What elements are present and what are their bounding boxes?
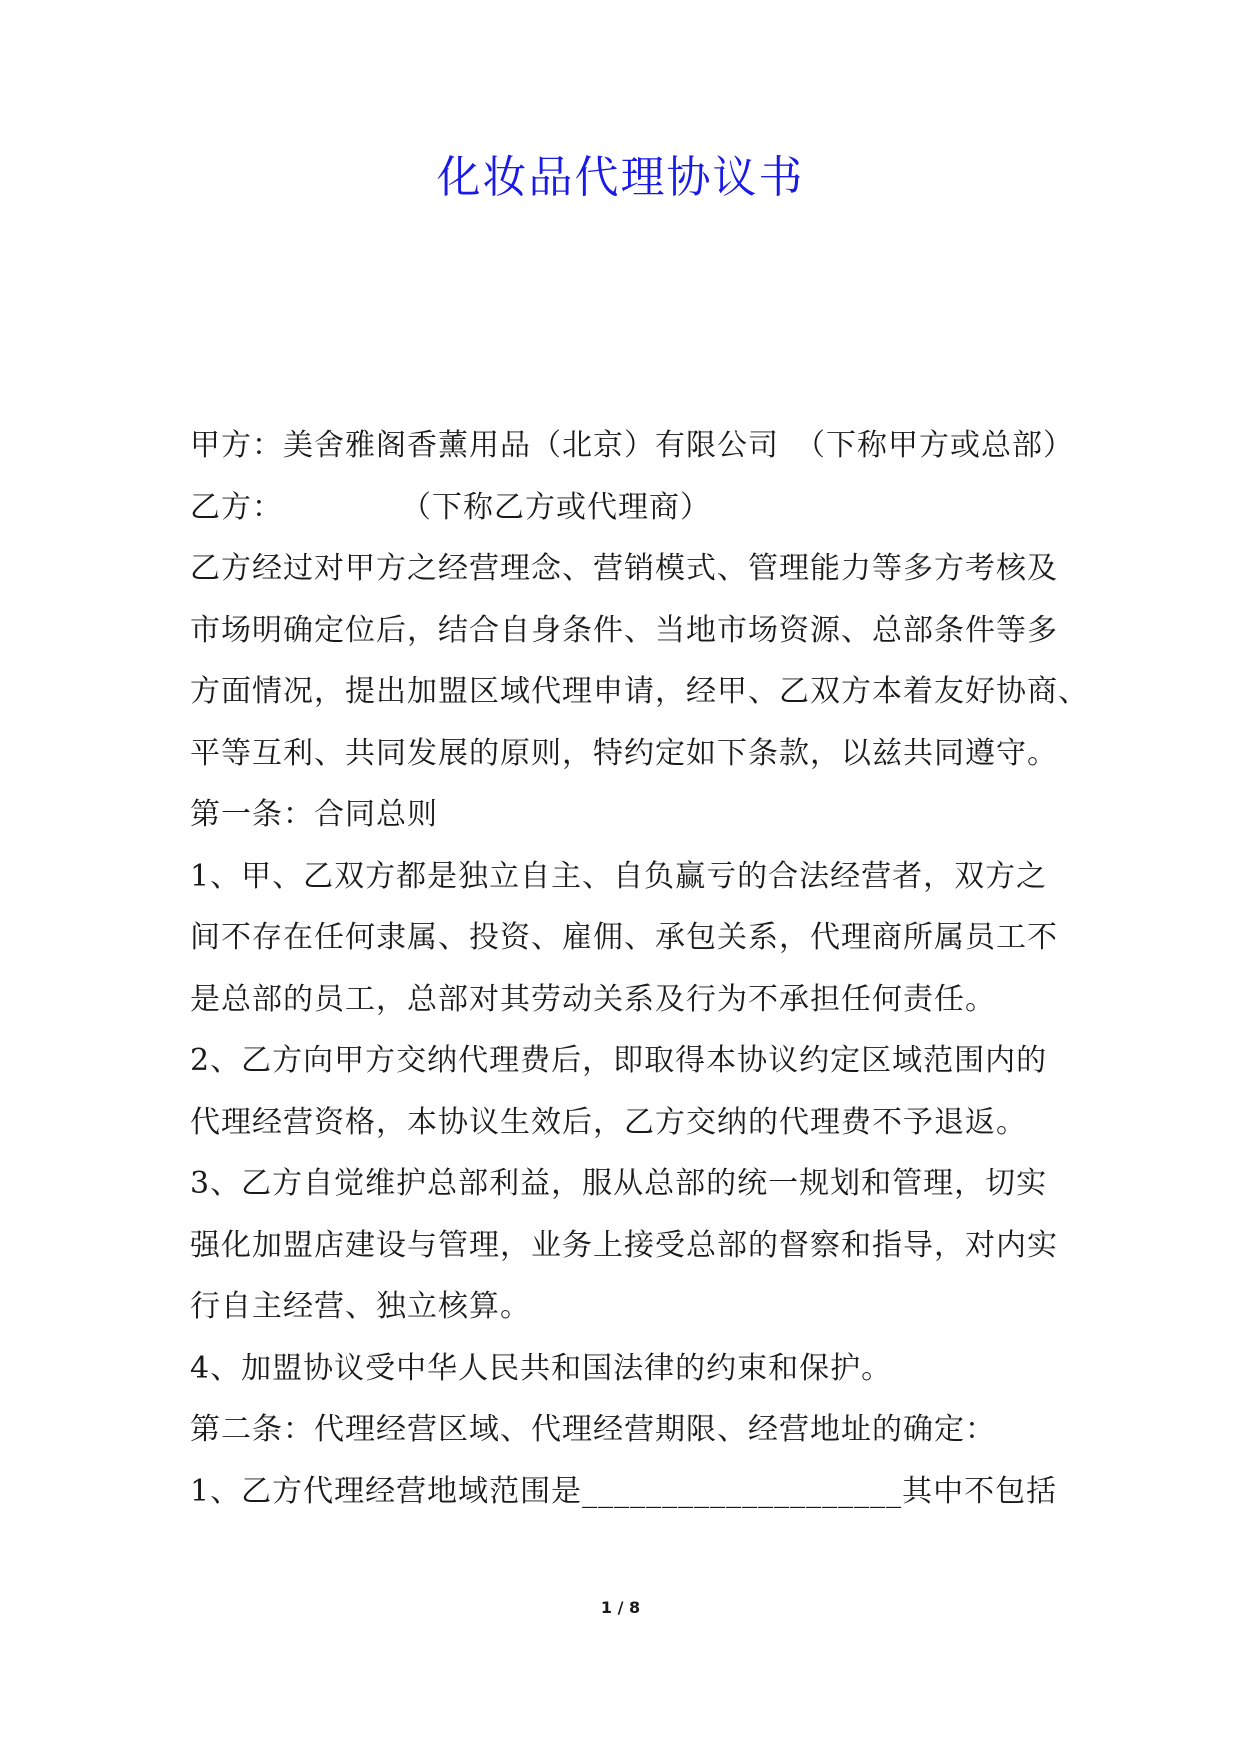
party-b-suffix: （下称乙方或代理商）: [401, 489, 711, 525]
paragraph-line: 代理经营资格，本协议生效后，乙方交纳的代理费不予退返。: [190, 1104, 1027, 1140]
document-title: 化妆品代理协议书: [436, 152, 805, 203]
paragraph-line: 间不存在任何隶属、投资、雇佣、承包关系，代理商所属员工不: [190, 920, 1058, 955]
paragraph-line: 1、甲、乙双方都是独立自主、自负赢亏的合法经营者，双方之: [190, 858, 1048, 894]
paragraph-line: 是总部的员工，总部对其劳动关系及行为不承担任何责任。: [190, 981, 996, 1017]
paragraph-line: 方面情况，提出加盟区域代理申请，经甲、乙双方本着友好协商、: [190, 674, 1089, 709]
paragraph-line: 1、乙方代理经营地域范围是____________________其中不包括: [190, 1473, 1058, 1509]
party-a-line: 甲方：美舍雅阁香薰用品（北京）有限公司 （下称甲方或总部）: [190, 428, 1074, 463]
paragraph-line: 平等互利、共同发展的原则，特约定如下条款，以兹共同遵守。: [190, 735, 1058, 771]
document-body: [190, 415, 1089, 1522]
paragraph-line: 3、乙方自觉维护总部利益，服从总部的统一规划和管理，切实: [190, 1166, 1048, 1201]
paragraph-line: 2、乙方向甲方交纳代理费后，即取得本协议约定区域范围内的: [190, 1043, 1048, 1078]
article-heading: 第二条：代理经营区域、代理经营期限、经营地址的确定：: [190, 1412, 996, 1447]
article-heading: 第一条：合同总则: [190, 797, 438, 832]
paragraph-line: 市场明确定位后，结合自身条件、当地市场资源、总部条件等多: [190, 612, 1058, 648]
paragraph-line: 强化加盟店建设与管理，业务上接受总部的督察和指导，对内实: [190, 1227, 1058, 1263]
paragraph-line: 4、加盟协议受中华人民共和国法律的约束和保护。: [190, 1350, 893, 1386]
party-b-label: 乙方：: [190, 489, 283, 525]
party-b-line: [190, 477, 1070, 539]
paragraph-line: 行自主经营、独立核算。: [190, 1289, 531, 1324]
page-number: 1 / 8: [600, 1598, 641, 1617]
paragraph-line: 乙方经过对甲方之经营理念、营销模式、管理能力等多方考核及: [190, 551, 1058, 586]
